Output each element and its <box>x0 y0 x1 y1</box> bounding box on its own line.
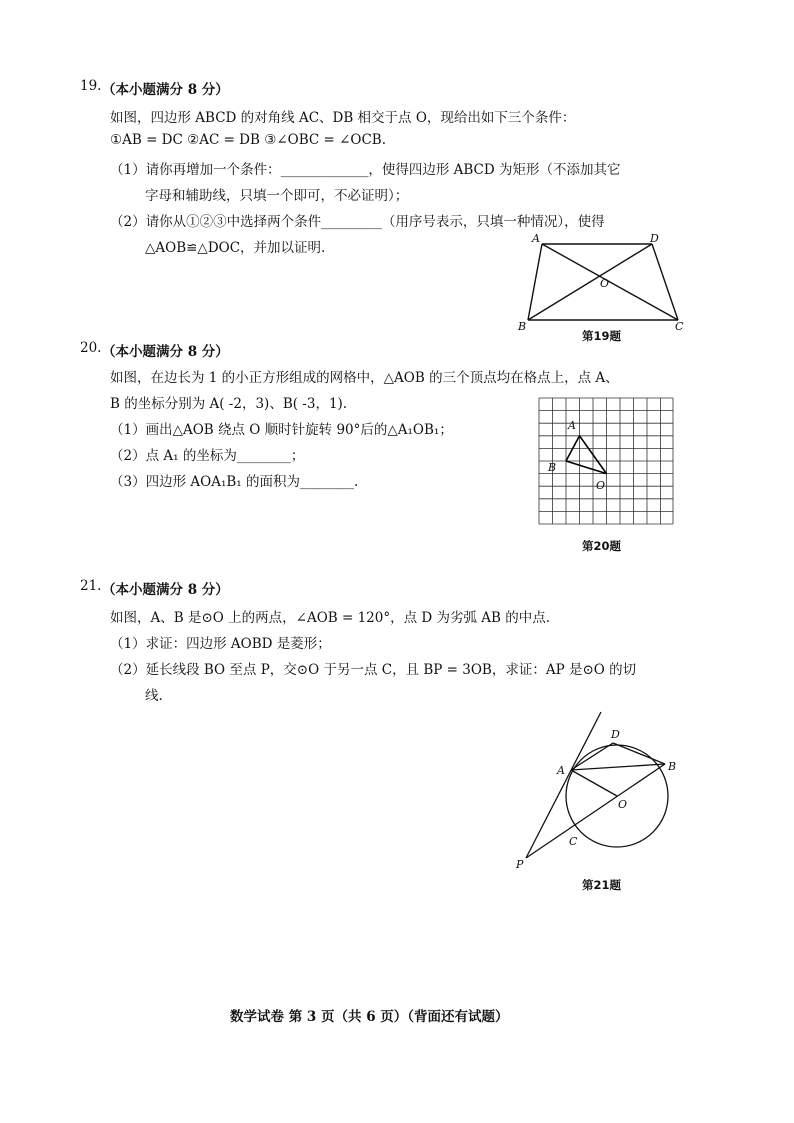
q19-figure <box>510 232 700 337</box>
segment-ab <box>571 764 665 770</box>
q21-part1: （1）求证：四边形 AOBD 是菱形； <box>110 636 331 652</box>
q20-grid-figure <box>538 397 674 527</box>
q19-part1-line2: 字母和辅助线，只填一个即可，不必证明）； <box>145 188 409 204</box>
q21-caption: 第21题 <box>582 878 622 892</box>
diagonal-db <box>528 244 652 320</box>
label-d: D <box>650 232 659 245</box>
label-b: B <box>548 461 557 474</box>
q21-number: 21. <box>80 578 102 594</box>
segment-ad <box>571 743 613 770</box>
q21-part2-line1: （2）延长线段 BO 至点 P，交⊙O 于另一点 C，且 BP = 3OB，求证：AP 是⊙O 的切 <box>110 662 637 678</box>
q20-intro-line1: 如图，在边长为 1 的小正方形组成的网格中，△AOB 的三个顶点均在格点上，点 A、 <box>110 370 619 386</box>
q20-part3: （3）四边形 AOA₁B₁ 的面积为________. <box>110 474 359 490</box>
segment-ao <box>571 770 617 796</box>
q19-intro: 如图，四边形 ABCD 的对角线 AC、DB 相交于点 O，现给出如下三个条件： <box>110 110 576 126</box>
label-a: A <box>532 232 540 245</box>
q19-conditions: ①AB = DC ②AC = DB ③∠OBC = ∠OCB. <box>110 132 387 148</box>
label-o: O <box>618 798 628 811</box>
q20-part2: （2）点 A₁ 的坐标为________； <box>110 448 305 464</box>
q21-header: （本小题满分 8 分） <box>102 582 229 598</box>
q20-header: （本小题满分 8 分） <box>102 344 229 360</box>
label-p: P <box>516 858 524 871</box>
label-a: A <box>568 419 576 432</box>
label-o: O <box>596 479 606 492</box>
grid-lines <box>539 398 673 524</box>
q21-circle-figure <box>505 706 705 871</box>
label-d: D <box>611 728 620 741</box>
label-a: A <box>557 764 565 777</box>
q19-part2-line1: （2）请你从①②③中选择两个条件_________（用序号表示，只填一种情况），使得 <box>110 214 605 230</box>
q19-header: （本小题满分 8 分） <box>102 82 229 98</box>
q19-caption: 第19题 <box>582 329 622 343</box>
label-b: B <box>518 320 527 333</box>
label-c: C <box>569 835 578 848</box>
q19-part1-line1: （1）请你再增加一个条件：_____________，使得四边形 ABCD 为矩形（不添加其它 <box>110 162 621 178</box>
q21-intro: 如图，A、B 是⊙O 上的两点，∠AOB = 120°，点 D 为劣弧 AB 的中点. <box>110 610 551 626</box>
segment-dc <box>652 244 678 320</box>
q20-part1: （1）画出△AOB 绕点 O 顺时针旋转 90°后的△A₁OB₁； <box>110 422 453 438</box>
segment-db <box>613 743 665 764</box>
label-o: O <box>600 277 610 290</box>
q20-intro-line2: B 的坐标分别为 A( -2，3)、B( -3，1). <box>110 396 348 412</box>
label-b: B <box>668 760 677 773</box>
segment-ab <box>528 244 542 320</box>
q19-part2-line2: △AOB≌△DOC，并加以证明. <box>145 240 326 256</box>
q19-number: 19. <box>80 78 102 94</box>
label-c: C <box>675 320 684 333</box>
q20-number: 20. <box>80 340 102 356</box>
q21-part2-line2: 线. <box>145 688 163 704</box>
tangent-line-ap <box>526 712 601 858</box>
segment-pb <box>526 764 665 858</box>
triangle-aob <box>566 436 607 474</box>
diagonal-ac <box>542 244 678 320</box>
page-footer: 数学试卷 第 3 页（共 6 页）（背面还有试题） <box>230 1009 509 1025</box>
q20-caption: 第20题 <box>582 539 622 553</box>
